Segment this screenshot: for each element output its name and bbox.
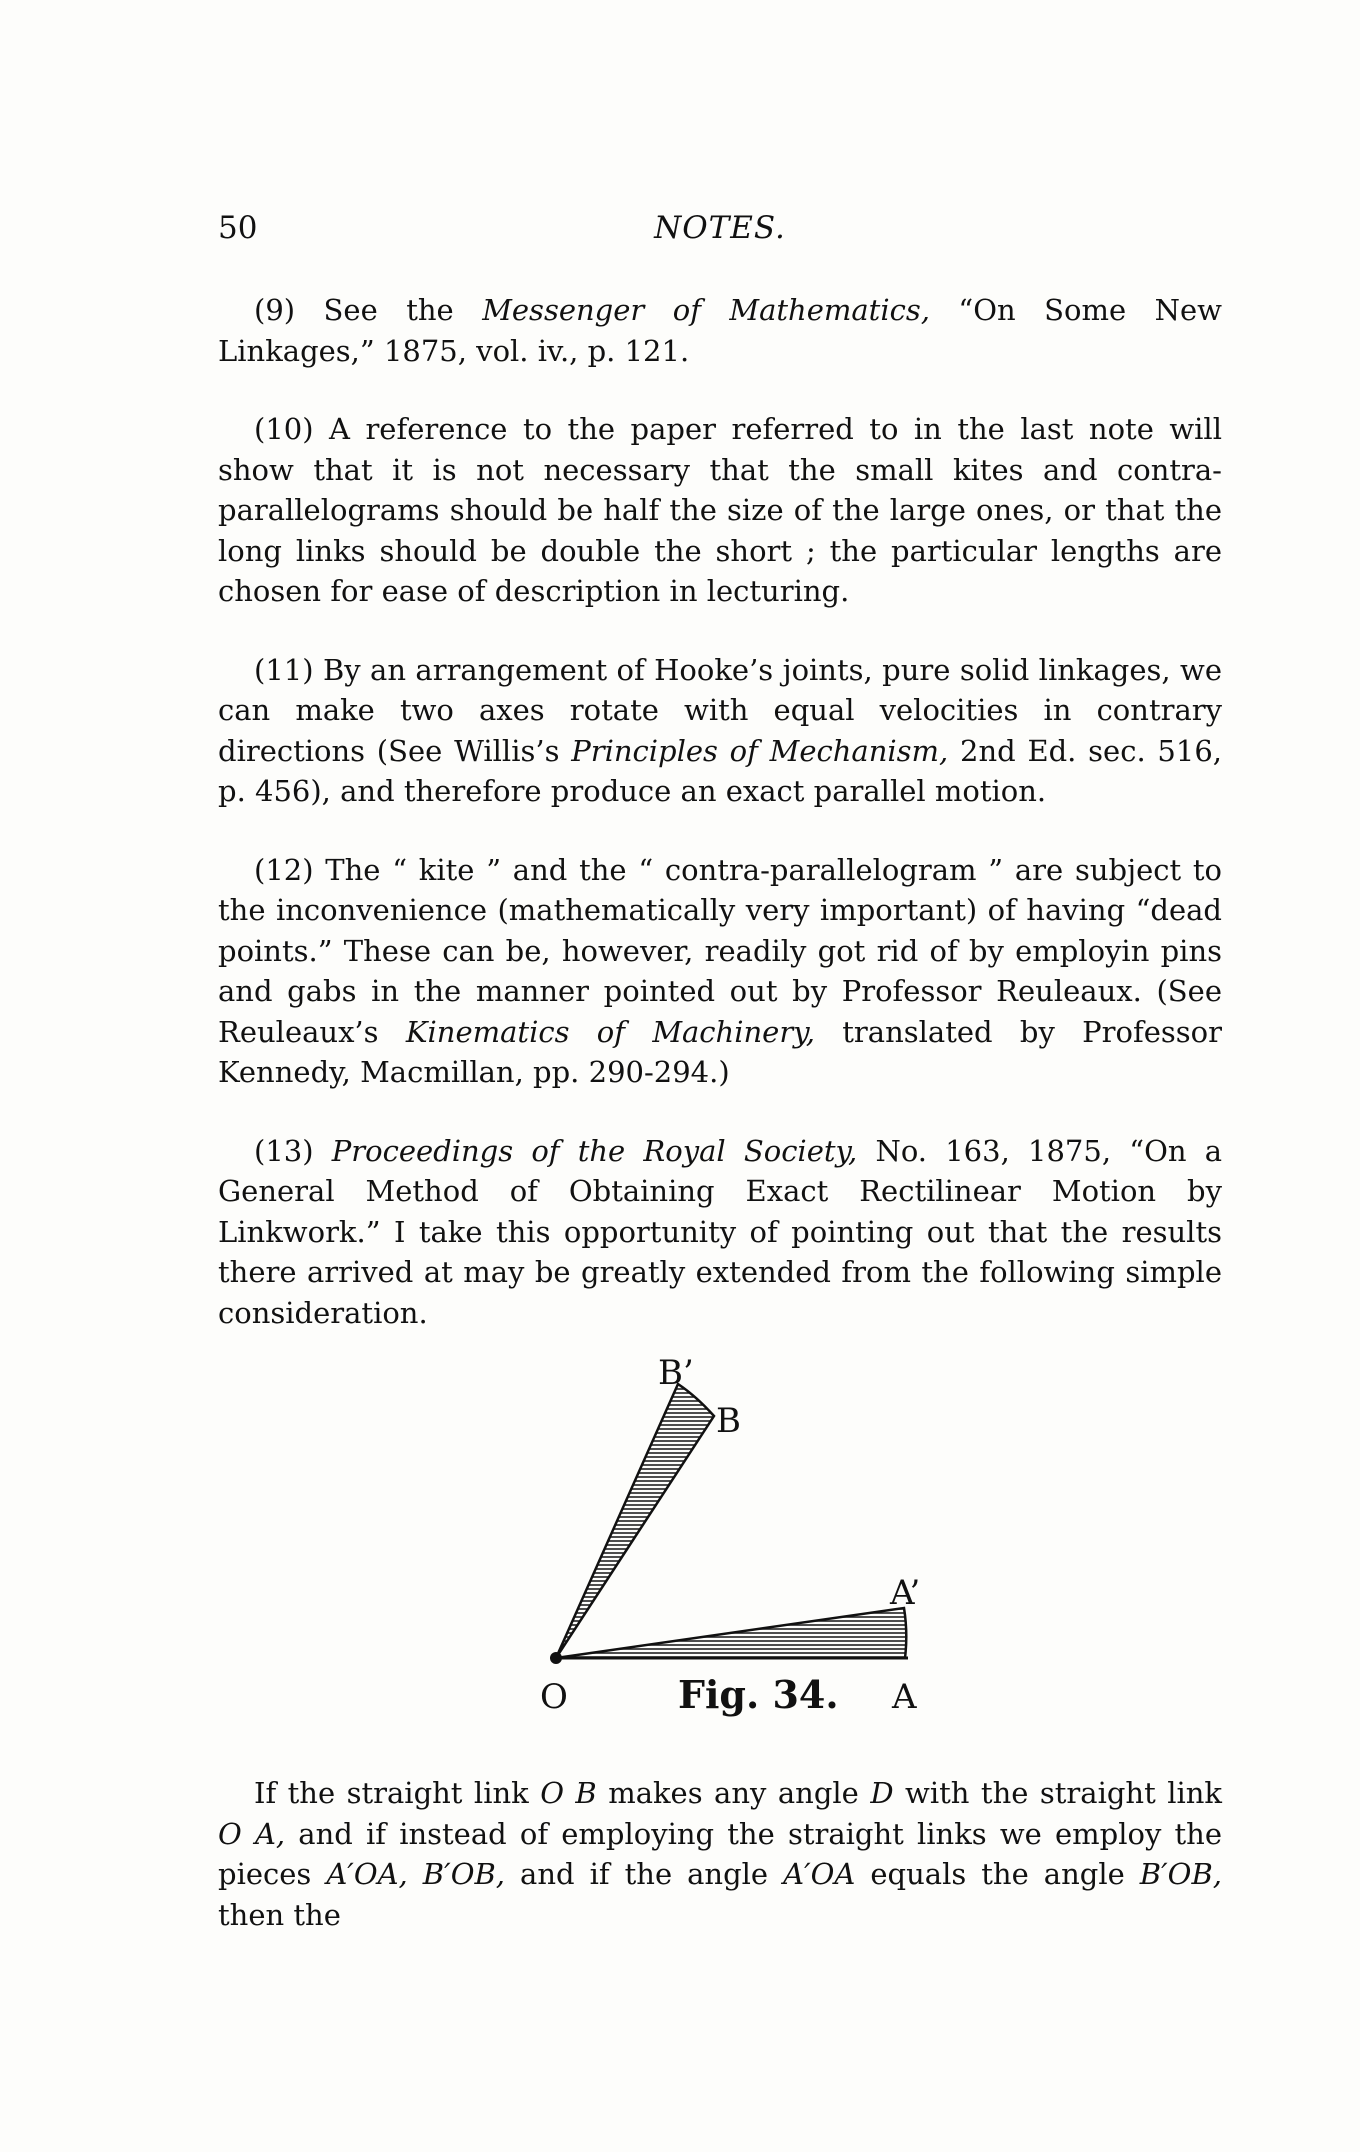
text-run: translated by Professor Kennedy, Macmillan, pp. 290-294.) bbox=[218, 1014, 1222, 1089]
italic-text: O A, bbox=[218, 1816, 286, 1851]
italic-text: Principles of Mechanism, bbox=[571, 733, 949, 768]
text-run: and if instead of employing the straight links we employ the pieces bbox=[218, 1816, 1223, 1891]
text-run: 2nd Ed. sec. 516, p. 456), and therefore produce an exact parallel motion. bbox=[218, 733, 1222, 808]
continuation-section bbox=[218, 1773, 1222, 1935]
italic-text: O B bbox=[540, 1776, 597, 1810]
italic-text: B′OB, bbox=[1139, 1857, 1222, 1891]
text-run: then the bbox=[218, 1897, 341, 1932]
text-run: (11) By an arrangement of Hooke’s joints, pure solid linkages, we can make two axes rotate with equal velocities in contrary directions (See Willis’s bbox=[218, 652, 1222, 768]
text-run: equals the angle bbox=[855, 1857, 1140, 1891]
italic-text: Kinematics of Machinery, bbox=[405, 1014, 815, 1049]
text-run: (9) See the bbox=[254, 293, 483, 327]
text-run: (12) The “ kite ” and the “ contra-parallelogram ” are subject to the inconvenience (mathematically very important) of having “dead points.” These can be, however, readily got rid of by employin pins and gabs in the manner pointed out by Professor Reuleaux. (See Reuleaux’s bbox=[218, 852, 1222, 1049]
italic-text: A′OA bbox=[783, 1857, 856, 1891]
note-11 bbox=[218, 650, 1222, 812]
figure-caption: Fig. 34. bbox=[678, 1672, 839, 1717]
linkage-diagram bbox=[500, 1300, 960, 1740]
page-header bbox=[218, 210, 1222, 260]
italic-text: Messenger of Mathematics, bbox=[482, 293, 930, 327]
text-run: If the straight link bbox=[254, 1776, 541, 1810]
label-a: A bbox=[892, 1677, 917, 1717]
figure-34 bbox=[500, 1300, 960, 1740]
text-run: (10) A reference to the paper referred to in the last note will show that it is not necessary that the small kites and contra-parallelograms should be half the size of the large ones, or that the long links should be double the short ; the particular lengths are chosen for ease of description in lecturing. bbox=[218, 412, 1222, 608]
italic-text: D bbox=[870, 1776, 894, 1810]
note-9 bbox=[218, 290, 1222, 371]
text-run: with the straight link bbox=[893, 1776, 1222, 1810]
notes-section bbox=[218, 290, 1222, 1333]
note-12 bbox=[218, 850, 1222, 1093]
italic-text: A′OA, B′OB, bbox=[326, 1857, 505, 1891]
text-run: No. 163, 1875, “On a General Method of Obtaining Exact Rectilinear Motion by Linkwork.” I take this opportunity of pointing out that the results there arrived at may be greatly extended from the following simple consideration. bbox=[218, 1133, 1223, 1330]
label-a-prime: A’ bbox=[890, 1573, 921, 1613]
text-run: (13) bbox=[254, 1133, 332, 1168]
text-run: and if the angle bbox=[505, 1857, 784, 1891]
pivot-o bbox=[550, 1652, 562, 1664]
label-o: O bbox=[540, 1677, 568, 1717]
label-b-prime: B’ bbox=[658, 1353, 694, 1393]
label-b: B bbox=[716, 1401, 741, 1441]
note-10 bbox=[218, 409, 1222, 612]
text-run: makes any angle bbox=[596, 1776, 871, 1810]
running-title: NOTES. bbox=[654, 210, 786, 246]
text-run: “On Some New Linkages,” 1875, vol. iv., p. 121. bbox=[218, 293, 1222, 368]
italic-text: Proceedings of the Royal Society, bbox=[331, 1133, 858, 1168]
page-number: 50 bbox=[218, 210, 258, 246]
piece-a-prime-o-a bbox=[556, 1608, 906, 1658]
continuation-paragraph bbox=[218, 1773, 1222, 1935]
piece-b-prime-o-b bbox=[556, 1384, 714, 1658]
